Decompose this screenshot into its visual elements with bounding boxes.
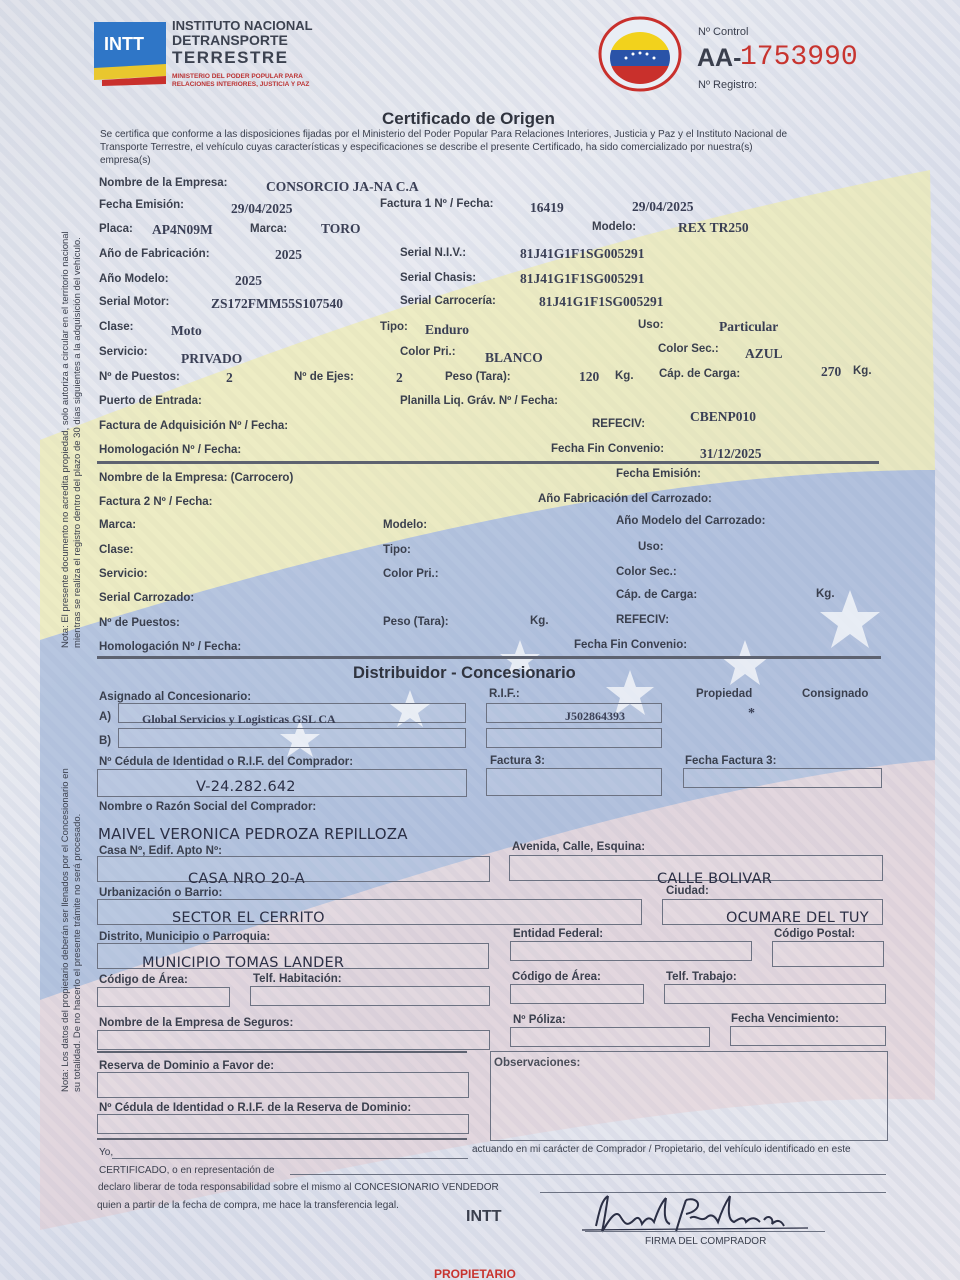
- label-row-a: A): [99, 711, 112, 723]
- value-anio-fab: 2025: [275, 247, 302, 262]
- label-cedula: Nº Cédula de Identidad o R.I.F. del Comprador:: [99, 756, 354, 768]
- label-ejes: Nº de Ejes:: [294, 371, 354, 383]
- side-note-1-line2: mientras se realiza el registro dentro del plazo de 30 días siguientes a la adquisición del vehículo.: [72, 237, 83, 648]
- value-cedula: V-24.282.642: [196, 779, 296, 795]
- value-modelo: REX TR250: [678, 220, 749, 235]
- carrocero-clase: Clase:: [99, 544, 134, 556]
- vencimiento-field[interactable]: [730, 1026, 886, 1046]
- entidad-field[interactable]: [510, 941, 752, 961]
- carrocero-color-pri: Color Pri.:: [383, 568, 439, 580]
- label-observaciones: Observaciones:: [494, 1057, 581, 1069]
- footer-cert-line: [290, 1174, 886, 1175]
- label-casa: Casa Nº, Edif. Apto Nº:: [99, 845, 222, 857]
- carrocero-fecha-fin: Fecha Fin Convenio:: [574, 639, 688, 651]
- label-refeciv: REFECIV:: [592, 418, 646, 430]
- label-fecha-emision: Fecha Emisión:: [99, 199, 184, 211]
- label-serial-motor: Serial Motor:: [99, 296, 170, 308]
- label-area1: Código de Área:: [99, 974, 188, 986]
- value-serial-motor: ZS172FMM55S107540: [211, 296, 344, 311]
- telf-trab-field[interactable]: [664, 984, 886, 1004]
- institute-line3: TERRESTRE: [172, 48, 289, 67]
- label-fecha-factura3: Fecha Factura 3:: [685, 755, 777, 767]
- label-homologacion: Homologación Nº / Fecha:: [99, 444, 242, 456]
- cedula-reserva-field[interactable]: [97, 1114, 469, 1134]
- carrocero-servicio: Servicio:: [99, 568, 148, 580]
- carrocero-modelo: Modelo:: [383, 519, 428, 531]
- carrocero-kg-cap: Kg.: [816, 588, 835, 600]
- control-label: Nº Control: [698, 26, 749, 38]
- rif-b-field[interactable]: [486, 728, 662, 748]
- divider-reserva: [97, 1051, 467, 1053]
- label-consignado: Consignado: [802, 688, 869, 700]
- propiedad-mark: *: [748, 706, 755, 721]
- intro-line3: empresa(s): [100, 155, 151, 166]
- intt-logo: [92, 20, 168, 86]
- label-ciudad: Ciudad:: [666, 885, 709, 897]
- value-ejes: 2: [396, 370, 403, 385]
- distribuidor-title: Distribuidor - Concesionario: [353, 664, 576, 682]
- value-ciudad: OCUMARE DEL TUY: [726, 910, 869, 926]
- label-tipo: Tipo:: [380, 321, 408, 333]
- logo-badge-text: INTT: [104, 34, 144, 54]
- label-peso: Peso (Tara):: [445, 371, 511, 383]
- institute-line2: DETRANSPORTE: [172, 32, 288, 48]
- page-title: Certificado de Origen: [382, 109, 555, 128]
- label-fecha-fin: Fecha Fin Convenio:: [551, 443, 665, 455]
- area1-field[interactable]: [97, 987, 230, 1007]
- carrocero-refeciv: REFECIV:: [616, 614, 670, 626]
- carrocero-color-sec: Color Sec.:: [616, 566, 677, 578]
- value-serial-carroceria: 81J41G1F1SG005291: [539, 294, 664, 309]
- label-urbanizacion: Urbanización o Barrio:: [99, 887, 223, 899]
- side-note-2-line2: su totalidad. De no hacerlo el presente trámite no será procesado.: [72, 813, 83, 1092]
- value-color-pri: BLANCO: [485, 350, 543, 365]
- label-kg-peso: Kg.: [615, 370, 634, 382]
- carrocero-fecha-emision: Fecha Emisión:: [616, 468, 701, 480]
- ministry-line1: MINISTERIO DEL PODER POPULAR PARA: [172, 73, 303, 80]
- carrocero-peso: Peso (Tara):: [383, 616, 449, 628]
- label-poliza: Nº Póliza:: [513, 1014, 566, 1026]
- divider-footer: [97, 1138, 467, 1140]
- reserva-field[interactable]: [97, 1072, 469, 1098]
- value-concesionario-a: Global Servicios y Logisticas GSL CA: [142, 712, 336, 726]
- carrocero-puestos: Nº de Puestos:: [99, 617, 180, 629]
- carrocero-tipo: Tipo:: [383, 544, 411, 556]
- footer-yo-line: [112, 1158, 468, 1159]
- value-avenida: CALLE BOLIVAR: [657, 871, 773, 887]
- factura3-field[interactable]: [486, 768, 662, 796]
- value-capacidad: 270: [821, 364, 842, 379]
- side-note-1-line1: Nota: El presente documento no acredita propiedad, solo autoriza a circular en el territorio nacional: [60, 231, 71, 648]
- poliza-field[interactable]: [510, 1027, 710, 1047]
- label-anio-modelo: Año Modelo:: [99, 273, 169, 285]
- carrocero-marca: Marca:: [99, 519, 137, 531]
- value-refeciv: CBENP010: [690, 409, 757, 424]
- label-postal: Código Postal:: [774, 928, 856, 940]
- fecha-factura3-field[interactable]: [683, 768, 882, 788]
- label-telf-hab: Telf. Habitación:: [253, 973, 342, 985]
- footer-declaro: declaro liberar de toda responsabilidad sobre el mismo al CONCESIONARIO VENDEDOR: [98, 1182, 499, 1193]
- value-puestos: 2: [226, 370, 233, 385]
- label-rif: R.I.F.:: [489, 688, 520, 700]
- value-uso: Particular: [719, 319, 779, 334]
- control-number: 1753990: [740, 42, 858, 73]
- value-peso: 120: [579, 369, 600, 384]
- carrocero-anio-modelo: Año Modelo del Carrozado:: [616, 515, 766, 527]
- footer-actuando: actuando en mi carácter de Comprador / Propietario, del vehículo identificado en este: [472, 1144, 851, 1155]
- label-razon: Nombre o Razón Social del Comprador:: [99, 801, 317, 813]
- value-anio-modelo: 2025: [235, 273, 262, 288]
- label-reserva: Reserva de Dominio a Favor de:: [99, 1060, 275, 1072]
- value-serial-niv: 81J41G1F1SG005291: [520, 246, 645, 261]
- label-planilla: Planilla Liq. Gráv. Nº / Fecha:: [400, 395, 559, 407]
- value-razon: MAIVEL VERONICA PEDROZA REPILLOZA: [98, 825, 408, 843]
- firma-label: FIRMA DEL COMPRADOR: [645, 1236, 767, 1247]
- label-factura3: Factura 3:: [490, 755, 545, 767]
- footer-certificado: CERTIFICADO, o en representación de: [99, 1165, 275, 1176]
- label-empresa: Nombre de la Empresa:: [99, 177, 228, 189]
- divider-distribuidor: [97, 656, 881, 659]
- value-fecha-fin: 31/12/2025: [700, 446, 762, 461]
- postal-field[interactable]: [772, 941, 884, 967]
- venezuela-seal-icon: [598, 16, 682, 92]
- label-serial-carroceria: Serial Carrocería:: [400, 295, 496, 307]
- label-servicio: Servicio:: [99, 346, 148, 358]
- value-factura-fecha: 29/04/2025: [632, 199, 694, 214]
- label-serial-niv: Serial N.I.V.:: [400, 247, 467, 259]
- label-marca: Marca:: [250, 223, 288, 235]
- label-row-b: B): [99, 735, 112, 747]
- label-puerto: Puerto de Entrada:: [99, 395, 202, 407]
- control-prefix: AA-: [697, 44, 742, 72]
- value-color-sec: AZUL: [745, 346, 783, 361]
- value-rif-a: J502864393: [565, 709, 625, 723]
- value-serial-chasis: 81J41G1F1SG005291: [520, 271, 645, 286]
- label-factura1: Factura 1 Nº / Fecha:: [380, 198, 494, 210]
- carrocero-homologacion: Homologación Nº / Fecha:: [99, 641, 242, 653]
- label-vencimiento: Fecha Vencimiento:: [731, 1013, 840, 1025]
- value-tipo: Enduro: [425, 322, 470, 337]
- divider-carrocero: [97, 461, 879, 464]
- label-distrito: Distrito, Municipio o Parroquia:: [99, 931, 271, 943]
- institute-line1: INSTITUTO NACIONAL: [172, 18, 313, 33]
- carrocero-uso: Uso:: [638, 541, 664, 553]
- label-cedula-reserva: Nº Cédula de Identidad o R.I.F. de la Reserva de Dominio:: [99, 1102, 412, 1114]
- registro-label: Nº Registro:: [698, 79, 758, 91]
- value-urbanizacion: SECTOR EL CERRITO: [172, 910, 325, 926]
- carrocero-factura2: Factura 2 Nº / Fecha:: [99, 496, 213, 508]
- label-propiedad: Propiedad: [696, 688, 753, 700]
- label-asignado: Asignado al Concesionario:: [99, 691, 252, 703]
- value-marca: TORO: [321, 221, 361, 236]
- intro-line2: Transporte Terrestre, el vehículo cuyas características y especificaciones se describe el presente Certificado, ha sido comercializado por nuestra(s): [100, 142, 753, 153]
- label-placa: Placa:: [99, 223, 133, 235]
- value-servicio: PRIVADO: [181, 351, 243, 366]
- label-color-pri: Color Pri.:: [400, 346, 456, 358]
- value-factura-num: 16419: [530, 200, 564, 215]
- label-avenida: Avenida, Calle, Esquina:: [512, 841, 646, 853]
- concesionario-b-field[interactable]: [118, 728, 466, 748]
- footer-quien: quien a partir de la fecha de compra, me hace la transferencia legal.: [97, 1200, 399, 1211]
- observaciones-field[interactable]: [490, 1051, 888, 1141]
- footer-yo: Yo,: [99, 1147, 114, 1158]
- label-factura-adq: Factura de Adquisición Nº / Fecha:: [99, 420, 289, 432]
- propietario-label: PROPIETARIO: [434, 1267, 516, 1280]
- label-telf-trab: Telf. Trabajo:: [666, 971, 737, 983]
- label-capacidad: Cáp. de Carga:: [659, 368, 741, 380]
- value-fecha-emision: 29/04/2025: [231, 201, 293, 216]
- value-empresa: CONSORCIO JA-NA C.A: [266, 179, 419, 194]
- value-distrito: MUNICIPIO TOMAS LANDER: [142, 955, 345, 971]
- value-placa: AP4N09M: [152, 222, 213, 237]
- label-color-sec: Color Sec.:: [658, 343, 719, 355]
- side-note-2-line1: Nota: Los datos del propietario deberán ser llenados por el Concesionario en: [60, 768, 71, 1092]
- label-seguros: Nombre de la Empresa de Seguros:: [99, 1017, 294, 1029]
- carrocero-kg-peso: Kg.: [530, 615, 549, 627]
- value-clase: Moto: [171, 323, 202, 338]
- label-area2: Código de Área:: [512, 971, 601, 983]
- label-modelo: Modelo:: [592, 221, 637, 233]
- carrocero-serial: Serial Carrozado:: [99, 592, 195, 604]
- area2-field[interactable]: [510, 984, 644, 1004]
- label-kg-capacidad: Kg.: [853, 365, 872, 377]
- label-clase: Clase:: [99, 321, 134, 333]
- intro-line1: Se certifica que conforme a las disposiciones fijadas por el Ministerio del Poder Popular Para Relaciones Interiores, Justicia y Paz y el Instituto Nacional de: [100, 129, 788, 140]
- carrocero-capacidad: Cáp. de Carga:: [616, 589, 698, 601]
- seguros-field[interactable]: [97, 1030, 490, 1050]
- firma-line: [585, 1231, 825, 1232]
- telf-hab-field[interactable]: [250, 986, 490, 1006]
- label-puestos: Nº de Puestos:: [99, 371, 180, 383]
- carrocero-empresa: Nombre de la Empresa: (Carrocero): [99, 472, 294, 484]
- carrocero-anio-fab: Año Fabricación del Carrozado:: [538, 493, 712, 505]
- footer-intt: INTT: [466, 1208, 502, 1225]
- label-entidad: Entidad Federal:: [513, 928, 604, 940]
- value-casa: CASA NRO 20-A: [188, 871, 305, 887]
- label-serial-chasis: Serial Chasis:: [400, 272, 477, 284]
- label-anio-fab: Año de Fabricación:: [99, 248, 210, 260]
- ministry-line2: RELACIONES INTERIORES, JUSTICIA Y PAZ: [172, 81, 310, 88]
- label-uso: Uso:: [638, 319, 664, 331]
